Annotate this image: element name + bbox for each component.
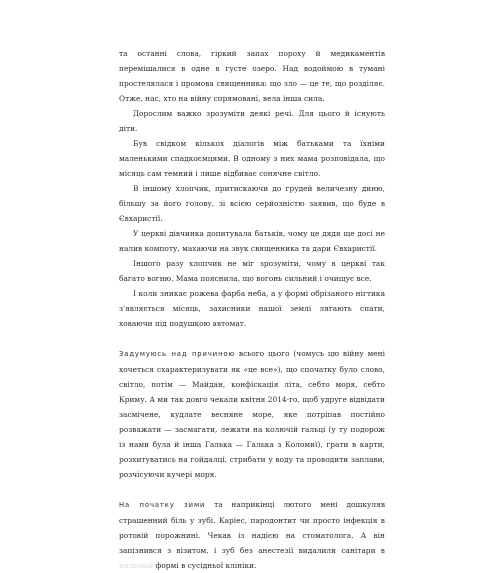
paragraph-9-tail: формі в сусідньої клініки. (153, 561, 257, 570)
paragraph-9-text: та наприкінці лютого мені дошкуляв страшенний біль у зубі. Каріес, пародонтит чи просто інфекція в ротовій порожнині. Чекав із надією на стоматолога. А він запізнився з візитом, і зуб без анестезії видалили санітари в (119, 500, 386, 555)
paragraph-8-lead: Задумуюсь над причиною (119, 350, 236, 358)
paragraph-7: І коли зникає рожева фарба неба, а у формі обрізаного нігтика з'являється місяць, захисники нашої землі лягають спати, ховаючи під подушкою автомат. (119, 289, 385, 328)
section-gap (119, 331, 385, 346)
paragraph-9 (119, 497, 385, 573)
section-gap (119, 482, 385, 497)
paragraph-4: В іншому хлопчик, притискаючи до грудей величезну диню, більшу за його голову, зі всією серйозністю заявив, що буде в Євхаристії. (119, 184, 385, 223)
paragraph-9-lead: На початку зими (119, 501, 206, 509)
paragraph-3: Був свідком кількох діалогів між батьками та їхніми маленькими спадкоємцями. В одному з них мама розповідала, що місяць сам темний і лише відбиває сонячне світло. (119, 139, 385, 178)
paragraph-8 (119, 346, 385, 482)
paragraph-1: та останні слова, гіркий запах пороху й медикаментів перемішалися в одне в густе озеро. Над водоймою в тумані простелялася і промова священника: що зло — це те, що розділяє. Отже, нас, хто на війну спрямовані, вела інша сила. (119, 49, 385, 103)
paragraph-8-text: всього цього (чомусь цю війну мені хочеться схарактеризувати як «це все»), що спочатку було слово, світло, потім — Майдан, конфіскація літа, себто моря, себто Криму. А ми так довго чекали квітня 2014-го, щоб удруге відвідати засмічене, кудлате весняне море, яке потріпав постійно розважати — засмагати, лежати на колючій гальці (у ту подорож із нами була й інша Галька — Галька з Коломиї), грати в карти, розхитуватись на гойдалці, стрибати у воду та проводити заплави, розчісуючи кучері моря. (119, 349, 385, 479)
paragraph-6: Іншого разу хлопчик не міг зрозуміти, чому в церкві так багато вогню. Мама пояснила, що вогонь сильний і очищує все. (119, 259, 385, 283)
paragraph-5: У церкві дівчинка допитувала батьків, чому це дядя ще досі не налив компоту, махаючи на звук священника та дари Євхаристії. (119, 229, 385, 253)
paragraph-2: Дорослим важко зрозуміти деякі речі. Для цього й існують діти. (119, 109, 385, 133)
book-page (119, 46, 385, 573)
paragraph-9-faded-word: польовій (119, 561, 154, 570)
